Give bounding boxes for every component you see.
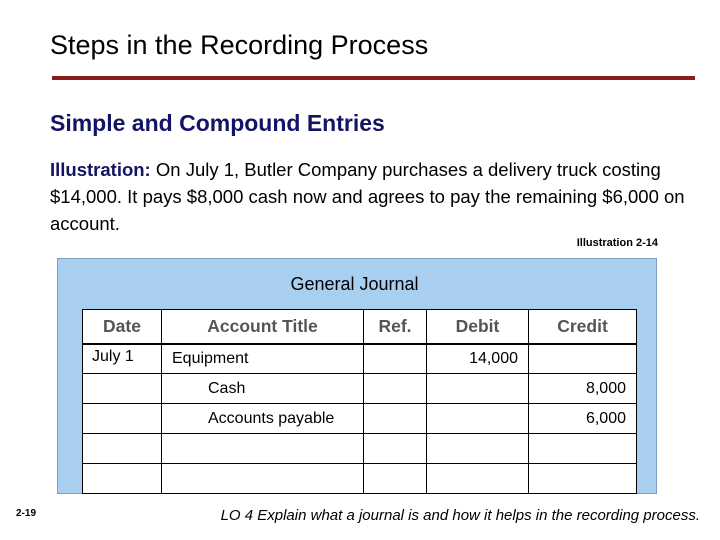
journal-table: [82, 309, 637, 494]
cell-ref: [364, 374, 427, 404]
cell-account: [162, 464, 364, 494]
cell-credit: [529, 464, 637, 494]
table-row: [83, 374, 637, 404]
slide-title: Steps in the Recording Process: [50, 30, 429, 60]
cell-account: Cash: [162, 374, 364, 404]
header-debit: Debit: [427, 310, 529, 344]
journal-title: General Journal: [290, 274, 419, 294]
header-ref: Ref.: [364, 310, 427, 344]
cell-ref: [364, 344, 427, 374]
general-journal-panel: [57, 258, 657, 494]
illustration-text: [50, 156, 690, 237]
table-row: [83, 464, 637, 494]
cell-credit: [529, 344, 637, 374]
illustration-lead: Illustration:: [50, 159, 151, 180]
illustration-reference: Illustration 2-14: [576, 237, 658, 249]
cell-debit: [427, 374, 529, 404]
cell-debit: [427, 404, 529, 434]
illustration-body: On July 1, Butler Company purchases a delivery truck costing $14,000. It pays $8,000 cash now and agrees to pay the remaining $6,000 on account.: [50, 159, 685, 234]
cell-date: [83, 404, 162, 434]
cell-date: [83, 434, 162, 464]
cell-ref: [364, 404, 427, 434]
title-divider: [52, 76, 695, 80]
learning-objective-footer: LO 4 Explain what a journal is and how it helps in the recording process.: [220, 507, 700, 524]
cell-credit: [529, 434, 637, 464]
table-row: [83, 434, 637, 464]
cell-account: Accounts payable: [162, 404, 364, 434]
cell-account: [162, 434, 364, 464]
cell-date: [83, 374, 162, 404]
cell-date: July 1: [83, 344, 162, 374]
cell-credit: 8,000: [529, 374, 637, 404]
section-subtitle: Simple and Compound Entries: [50, 110, 385, 136]
cell-debit: [427, 464, 529, 494]
table-row: [83, 344, 637, 374]
header-account-title: Account Title: [162, 310, 364, 344]
page-number: 2-19: [16, 508, 37, 519]
cell-credit: 6,000: [529, 404, 637, 434]
journal-header-row: [83, 310, 637, 344]
cell-ref: [364, 464, 427, 494]
header-date: Date: [83, 310, 162, 344]
cell-account: Equipment: [162, 344, 364, 374]
table-row: [83, 404, 637, 434]
cell-debit: 14,000: [427, 344, 529, 374]
cell-debit: [427, 434, 529, 464]
header-credit: Credit: [529, 310, 637, 344]
cell-ref: [364, 434, 427, 464]
cell-date: [83, 464, 162, 494]
